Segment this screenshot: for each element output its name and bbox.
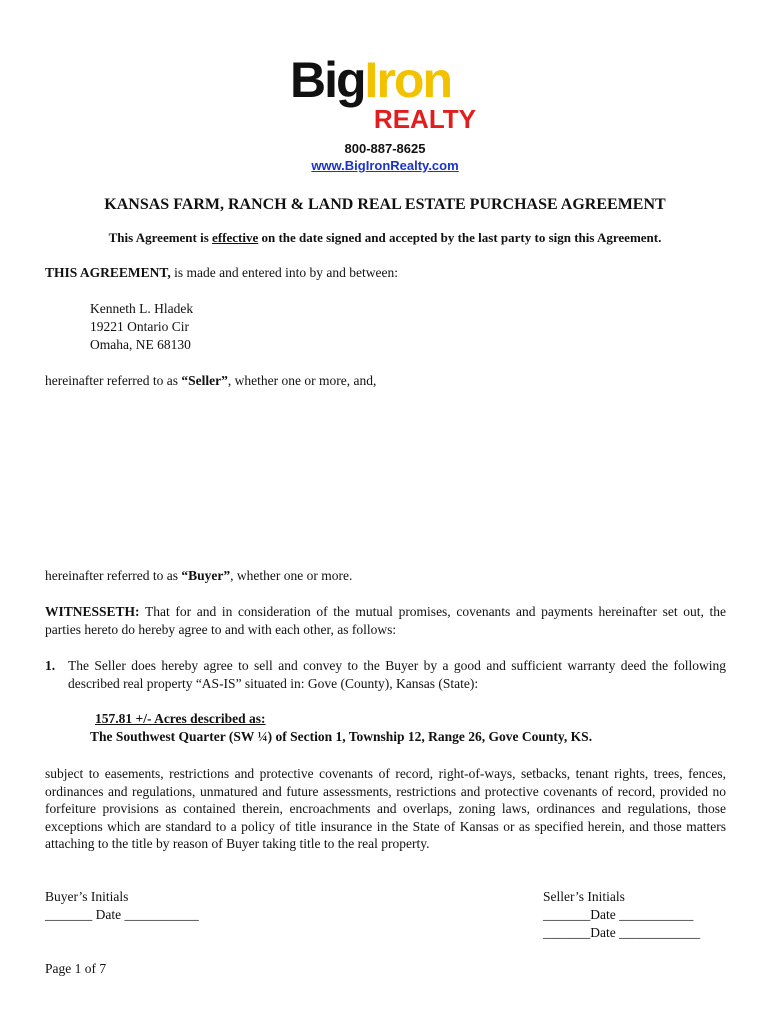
seller-initials-line-1: _______Date ___________: [543, 907, 694, 922]
buyer-reference: hereinafter referred to as “Buyer”, whether one or more.: [45, 568, 353, 583]
buyer-initials-block: [45, 888, 199, 924]
buyer-initials-line: _______ Date ___________: [45, 907, 199, 922]
clause-text: The Seller does hereby agree to sell and convey to the Buyer by a good and sufficient warranty deed the following described real property “AS-IS” situated in: Gove (County), Kansas (State):: [68, 658, 726, 691]
seller-initials-block: [543, 888, 700, 942]
logo-realty-text: REALTY: [373, 104, 476, 134]
bigiron-realty-logo: [290, 52, 480, 136]
property-legal-description: The Southwest Quarter (SW ¼) of Section 1, Township 12, Range 26, Gove County, KS.: [90, 729, 593, 744]
property-acres: 157.81 +/- Acres described as:: [95, 711, 266, 726]
effective-statement: This Agreement is effective on the date signed and accepted by the last party to sign this Agreement.: [108, 230, 662, 245]
seller-street: 19221 Ontario Cir: [90, 319, 189, 334]
witnesseth-paragraph: WITNESSETH: That for and in consideration of the mutual promises, covenants and payments hereinafter set out, the parties hereto do hereby agree to and with each other, as follows:: [45, 604, 726, 637]
website-link[interactable]: www.BigIronRealty.com: [311, 158, 459, 173]
document-title: KANSAS FARM, RANCH & LAND REAL ESTATE PURCHASE AGREEMENT: [104, 196, 666, 213]
seller-initials-label: Seller’s Initials: [543, 889, 625, 904]
phone-number: 800-887-8625: [344, 141, 426, 156]
seller-name: Kenneth L. Hladek: [90, 301, 194, 316]
subject-to-paragraph: subject to easements, restrictions and protective covenants of record, right-of-ways, setbacks, tenant rights, trees, fences, ordinances and regulations, unmatured and future assessments, restrictions and protective covenants of record, provided no forfeiture provisions as contained therein, encroachments and overlaps, zoning laws, ordinances and regulations, those exceptions which are standard to a policy of title insurance in the State of Kansas or as specified herein, and those matters attaching to the title by reason of Buyer taking title to the real property.: [45, 766, 726, 852]
buyer-initials-label: Buyer’s Initials: [45, 889, 129, 904]
logo-wordmark: BigIron: [290, 52, 451, 108]
page-number: Page 1 of 7: [45, 961, 107, 976]
clause-number: 1.: [45, 658, 56, 673]
seller-reference: hereinafter referred to as “Seller”, whether one or more, and,: [45, 373, 377, 388]
seller-initials-line-2: _______Date ____________: [543, 925, 701, 940]
agreement-intro: THIS AGREEMENT, is made and entered into by and between:: [45, 265, 398, 280]
seller-city: Omaha, NE 68130: [90, 337, 191, 352]
clause-1: [45, 657, 726, 692]
seller-address: [90, 300, 193, 354]
